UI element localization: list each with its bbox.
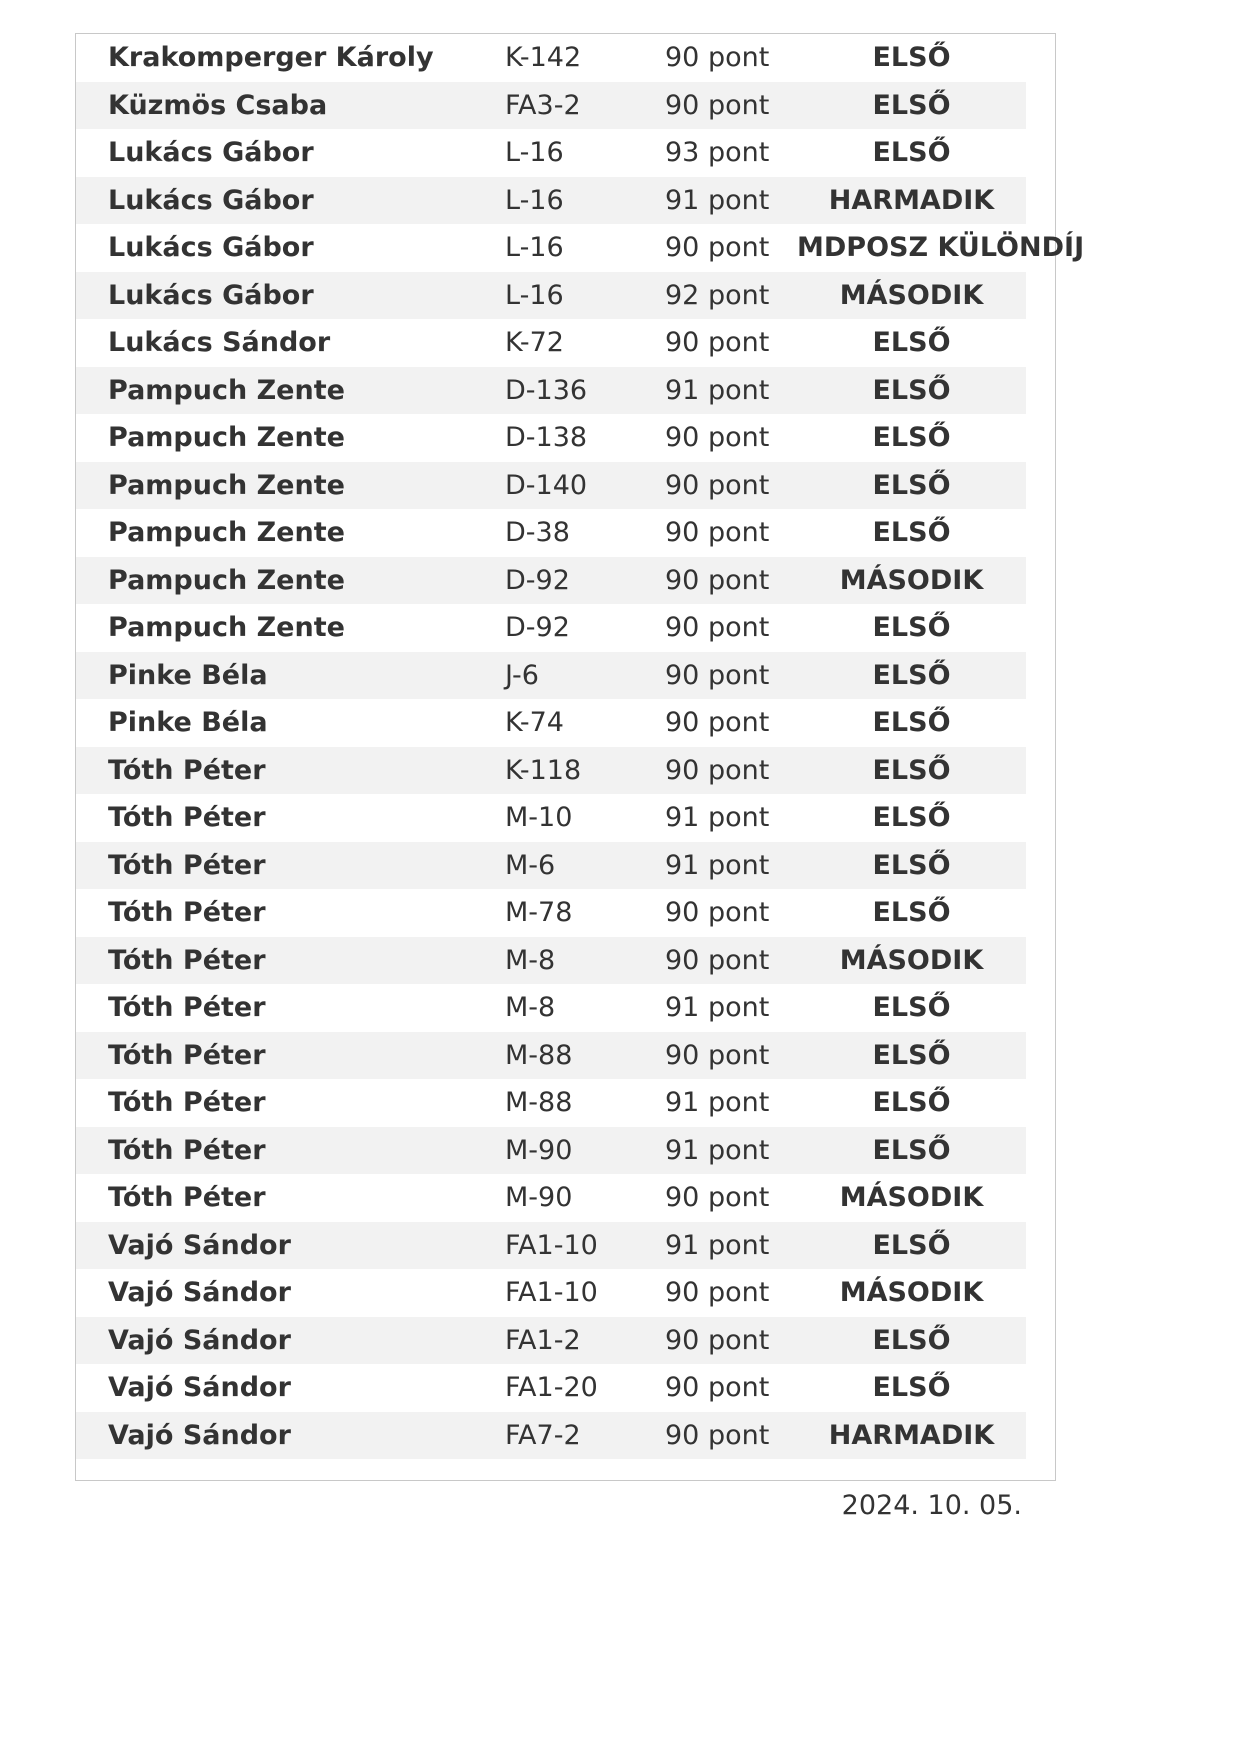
- entrant-name: Vajó Sándor: [76, 1412, 505, 1460]
- entry-score: 90 pont: [665, 897, 770, 929]
- award-label: ELSŐ: [797, 1317, 1026, 1365]
- entry-code: M-90: [505, 1182, 573, 1214]
- entry-code: M-90: [505, 1127, 665, 1175]
- table-row: [76, 889, 1026, 937]
- entry-code: M-8: [505, 937, 665, 985]
- entry-score: 90 pont: [665, 1412, 797, 1460]
- entry-score: 91 pont: [665, 992, 770, 1024]
- table-row: [76, 1079, 1026, 1127]
- award-label: ELSŐ: [872, 707, 951, 739]
- entry-score: 90 pont: [665, 707, 770, 739]
- entry-score: 90 pont: [665, 327, 770, 359]
- entry-code: M-8: [505, 992, 556, 1024]
- entrant-name: Tóth Péter: [76, 937, 505, 985]
- entry-code: M-88: [505, 1032, 665, 1080]
- entry-code: D-136: [505, 367, 665, 415]
- award-label: ELSŐ: [797, 82, 1026, 130]
- entry-score: 91 pont: [665, 1087, 770, 1119]
- table-row: [76, 1127, 1026, 1175]
- table-row: [76, 604, 1026, 652]
- award-label: MÁSODIK: [839, 1277, 984, 1309]
- entry-code: L-16: [505, 232, 564, 264]
- table-row: [76, 414, 1026, 462]
- award-label: ELSŐ: [872, 1087, 951, 1119]
- entrant-name: Tóth Péter: [108, 992, 266, 1024]
- results-table-body: [76, 34, 1085, 1459]
- entry-code: FA1-2: [505, 1317, 665, 1365]
- entry-score: 91 pont: [665, 1127, 797, 1175]
- entry-score: 90 pont: [665, 462, 797, 510]
- entry-code: K-118: [505, 747, 665, 795]
- entry-code: K-72: [505, 327, 564, 359]
- entrant-name: Lukács Gábor: [108, 232, 314, 264]
- entrant-name: Vajó Sándor: [76, 1222, 505, 1270]
- entry-score: 90 pont: [665, 747, 797, 795]
- entry-code: L-16: [505, 177, 665, 225]
- award-label: MÁSODIK: [839, 1182, 984, 1214]
- award-label: MÁSODIK: [797, 557, 1026, 605]
- entrant-name: Lukács Gábor: [108, 137, 314, 169]
- entry-code: M-10: [505, 802, 573, 834]
- entrant-name: Pinke Béla: [76, 652, 505, 700]
- entry-score: 91 pont: [665, 842, 797, 890]
- entry-code: J-6: [505, 652, 665, 700]
- entry-score: 90 pont: [665, 557, 797, 605]
- table-row: [76, 177, 1026, 225]
- entry-code: L-16: [505, 272, 665, 320]
- award-label: MÁSODIK: [797, 937, 1026, 985]
- entrant-name: Lukács Gábor: [76, 177, 505, 225]
- entry-code: D-92: [505, 557, 665, 605]
- table-row: [76, 1222, 1026, 1270]
- entry-code: FA1-20: [505, 1372, 598, 1404]
- table-row: [76, 1364, 1026, 1412]
- award-label: ELSŐ: [872, 612, 951, 644]
- entry-code: D-92: [505, 612, 570, 644]
- table-row: [76, 462, 1026, 510]
- award-label: ELSŐ: [872, 802, 951, 834]
- table-row: [76, 747, 1026, 795]
- award-label: ELSŐ: [872, 42, 951, 74]
- award-label: ELSŐ: [797, 652, 1026, 700]
- entrant-name: Tóth Péter: [108, 897, 266, 929]
- entry-score: 91 pont: [665, 367, 797, 415]
- table-row: [76, 1032, 1026, 1080]
- table-row: [76, 319, 1026, 367]
- entry-score: 93 pont: [665, 137, 770, 169]
- award-label: ELSŐ: [797, 462, 1026, 510]
- award-label: ELSŐ: [797, 1222, 1026, 1270]
- entrant-name: Pampuch Zente: [108, 422, 345, 454]
- award-label: ELSŐ: [872, 897, 951, 929]
- award-label: MDPOSZ KÜLÖNDÍJ: [797, 232, 1085, 264]
- entry-code: K-142: [505, 42, 582, 74]
- entrant-name: Vajó Sándor: [108, 1277, 291, 1309]
- table-row: [76, 984, 1026, 1032]
- table-row: [76, 794, 1026, 842]
- entry-score: 90 pont: [665, 82, 797, 130]
- award-label: HARMADIK: [797, 1412, 1026, 1460]
- table-row: [76, 509, 1026, 557]
- table-row: [76, 82, 1026, 130]
- table-row: [76, 652, 1026, 700]
- entry-code: D-140: [505, 462, 665, 510]
- entry-code: K-74: [505, 707, 564, 739]
- entry-score: 90 pont: [665, 652, 797, 700]
- entrant-name: Lukács Gábor: [76, 272, 505, 320]
- entry-score: 90 pont: [665, 42, 770, 74]
- entry-score: 90 pont: [665, 612, 770, 644]
- entrant-name: Tóth Péter: [76, 1032, 505, 1080]
- entry-code: FA1-10: [505, 1222, 665, 1270]
- award-label: ELSŐ: [872, 422, 951, 454]
- entry-score: 92 pont: [665, 272, 797, 320]
- award-label: ELSŐ: [872, 1372, 951, 1404]
- entry-code: M-88: [505, 1087, 573, 1119]
- entry-score: 90 pont: [665, 1372, 770, 1404]
- table-row: [76, 34, 1026, 82]
- entry-score: 90 pont: [665, 937, 797, 985]
- award-label: HARMADIK: [797, 177, 1026, 225]
- table-row: [76, 1317, 1026, 1365]
- entrant-name: Tóth Péter: [108, 1087, 266, 1119]
- entry-score: 90 pont: [665, 1182, 770, 1214]
- award-label: ELSŐ: [872, 327, 951, 359]
- award-label: ELSŐ: [872, 137, 951, 169]
- table-row: [76, 1269, 1026, 1317]
- table-row: [76, 557, 1026, 605]
- entry-code: M-78: [505, 897, 573, 929]
- entry-score: 90 pont: [665, 422, 770, 454]
- entrant-name: Pampuch Zente: [76, 462, 505, 510]
- entry-score: 90 pont: [665, 1317, 797, 1365]
- award-label: ELSŐ: [797, 1127, 1026, 1175]
- entry-code: D-38: [505, 517, 570, 549]
- entrant-name: Vajó Sándor: [76, 1317, 505, 1365]
- entrant-name: Tóth Péter: [108, 1182, 266, 1214]
- entry-score: 90 pont: [665, 517, 770, 549]
- award-label: ELSŐ: [797, 747, 1026, 795]
- entry-score: 90 pont: [665, 232, 770, 264]
- table-row: [76, 272, 1026, 320]
- entry-code: D-138: [505, 422, 588, 454]
- entry-code: FA7-2: [505, 1412, 665, 1460]
- entrant-name: Tóth Péter: [108, 802, 266, 834]
- award-label: ELSŐ: [872, 992, 951, 1024]
- award-label: ELSŐ: [797, 367, 1026, 415]
- entry-score: 91 pont: [665, 177, 797, 225]
- table-row: [76, 129, 1026, 177]
- entrant-name: Küzmös Csaba: [76, 82, 505, 130]
- entrant-name: Tóth Péter: [76, 1127, 505, 1175]
- results-table: [76, 34, 1085, 1459]
- entry-code: FA1-10: [505, 1277, 598, 1309]
- entrant-name: Lukács Sándor: [108, 327, 331, 359]
- award-label: ELSŐ: [797, 1032, 1026, 1080]
- entrant-name: Vajó Sándor: [108, 1372, 291, 1404]
- table-row: [76, 367, 1026, 415]
- entry-score: 91 pont: [665, 802, 770, 834]
- entry-code: L-16: [505, 137, 564, 169]
- table-row: [76, 1174, 1026, 1222]
- entrant-name: Pinke Béla: [108, 707, 268, 739]
- award-label: MÁSODIK: [797, 272, 1026, 320]
- award-label: ELSŐ: [797, 842, 1026, 890]
- entrant-name: Tóth Péter: [76, 747, 505, 795]
- entry-score: 90 pont: [665, 1032, 797, 1080]
- entrant-name: Pampuch Zente: [108, 517, 345, 549]
- table-row: [76, 1412, 1026, 1460]
- award-label: ELSŐ: [872, 517, 951, 549]
- table-row: [76, 842, 1026, 890]
- document-date: 2024. 10. 05.: [841, 1490, 1022, 1521]
- table-row: [76, 224, 1026, 272]
- entry-score: 91 pont: [665, 1222, 797, 1270]
- table-row: [76, 937, 1026, 985]
- entry-code: FA3-2: [505, 82, 665, 130]
- entrant-name: Pampuch Zente: [76, 557, 505, 605]
- entry-score: 90 pont: [665, 1277, 770, 1309]
- entrant-name: Krakomperger Károly: [108, 42, 434, 74]
- entry-code: M-6: [505, 842, 665, 890]
- entrant-name: Pampuch Zente: [108, 612, 345, 644]
- entrant-name: Tóth Péter: [76, 842, 505, 890]
- table-row: [76, 699, 1026, 747]
- entrant-name: Pampuch Zente: [76, 367, 505, 415]
